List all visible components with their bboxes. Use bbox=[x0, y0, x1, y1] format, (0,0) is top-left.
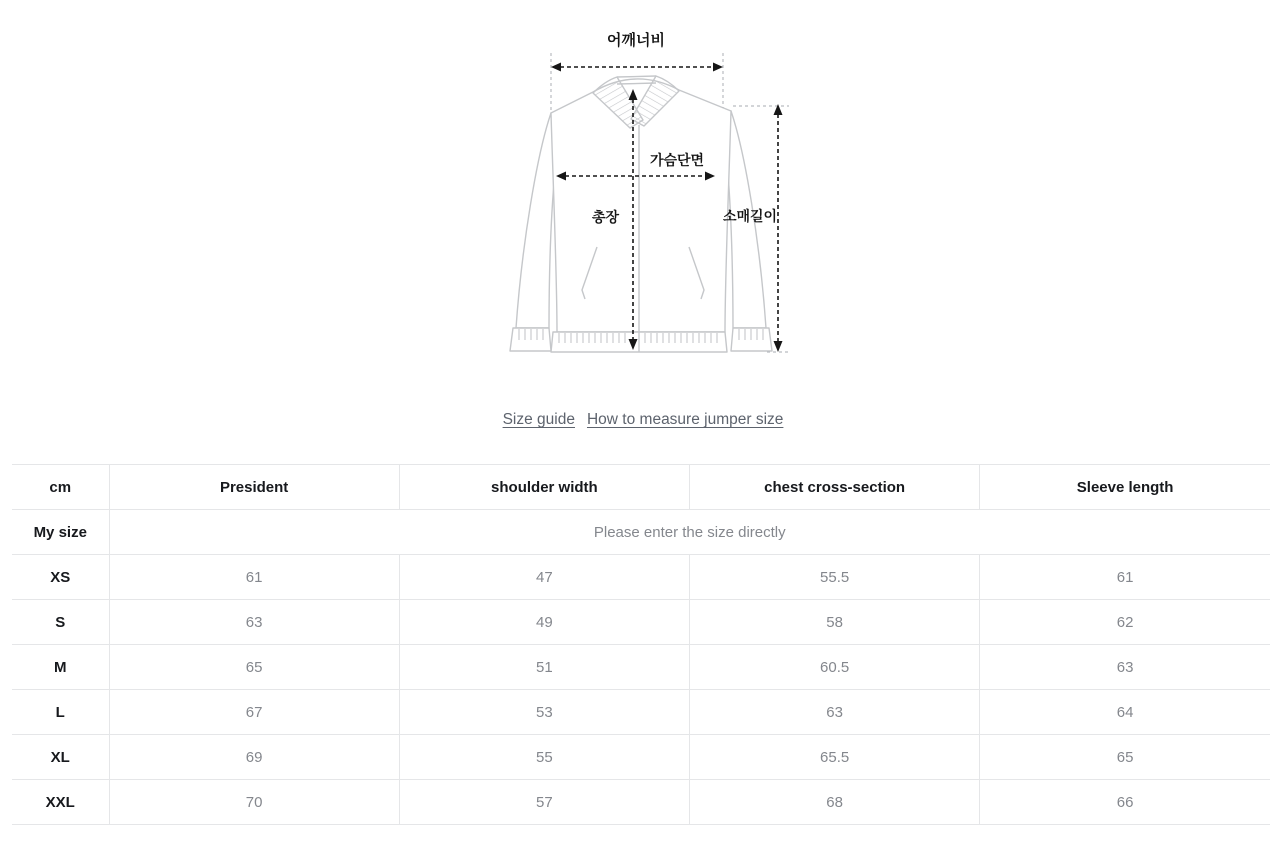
cell-chest-cross-section: 65.5 bbox=[690, 735, 980, 780]
jumper-measurement-diagram bbox=[0, 0, 1286, 364]
jumper-diagram-svg bbox=[493, 22, 793, 364]
cell-shoulder-width: 51 bbox=[399, 645, 689, 690]
how-to-measure-link[interactable]: How to measure jumper size bbox=[586, 411, 784, 428]
my-size-input-cell[interactable]: Please enter the size directly bbox=[109, 510, 1270, 555]
size-label: M bbox=[12, 645, 109, 690]
cell-shoulder-width: 47 bbox=[399, 555, 689, 600]
cell-shoulder-width: 55 bbox=[399, 735, 689, 780]
table-row-xl bbox=[12, 735, 1270, 780]
label-chest-cross-section: 가슴단면 bbox=[649, 152, 705, 168]
label-sleeve-length: 소매길이 bbox=[722, 208, 778, 224]
cell-shoulder-width: 57 bbox=[399, 780, 689, 825]
cell-chest-cross-section: 63 bbox=[690, 690, 980, 735]
cell-total-length: 70 bbox=[109, 780, 399, 825]
cell-shoulder-width: 53 bbox=[399, 690, 689, 735]
table-row-l bbox=[12, 690, 1270, 735]
cell-total-length: 67 bbox=[109, 690, 399, 735]
col-header-sleeve-length: Sleeve length bbox=[980, 465, 1270, 510]
cell-shoulder-width: 49 bbox=[399, 600, 689, 645]
size-guide-link[interactable]: Size guide bbox=[502, 411, 575, 428]
col-header-total-length: President bbox=[109, 465, 399, 510]
my-size-label: My size bbox=[12, 510, 109, 555]
table-row-m bbox=[12, 645, 1270, 690]
size-label: XXL bbox=[12, 780, 109, 825]
cell-chest-cross-section: 68 bbox=[690, 780, 980, 825]
label-total-length: 총장 bbox=[591, 209, 619, 225]
cell-chest-cross-section: 58 bbox=[690, 600, 980, 645]
label-shoulder-width: 어깨너비 bbox=[607, 32, 665, 49]
cell-sleeve-length: 66 bbox=[980, 780, 1270, 825]
cell-sleeve-length: 63 bbox=[980, 645, 1270, 690]
table-row-s bbox=[12, 600, 1270, 645]
cell-total-length: 65 bbox=[109, 645, 399, 690]
col-header-shoulder-width: shoulder width bbox=[399, 465, 689, 510]
cell-total-length: 61 bbox=[109, 555, 399, 600]
size-links-row bbox=[0, 410, 1286, 430]
size-label: XL bbox=[12, 735, 109, 780]
size-table-header-row bbox=[12, 465, 1270, 510]
cell-chest-cross-section: 55.5 bbox=[690, 555, 980, 600]
col-header-unit: cm bbox=[12, 465, 109, 510]
cell-sleeve-length: 65 bbox=[980, 735, 1270, 780]
cell-sleeve-length: 61 bbox=[980, 555, 1270, 600]
cell-sleeve-length: 64 bbox=[980, 690, 1270, 735]
cell-total-length: 63 bbox=[109, 600, 399, 645]
size-label: L bbox=[12, 690, 109, 735]
size-label: S bbox=[12, 600, 109, 645]
size-label: XS bbox=[12, 555, 109, 600]
table-row-xxl bbox=[12, 780, 1270, 825]
size-table bbox=[12, 464, 1270, 825]
table-row-xs bbox=[12, 555, 1270, 600]
cell-sleeve-length: 62 bbox=[980, 600, 1270, 645]
cell-chest-cross-section: 60.5 bbox=[690, 645, 980, 690]
col-header-chest-cross-section: chest cross-section bbox=[690, 465, 980, 510]
my-size-row bbox=[12, 510, 1270, 555]
cell-total-length: 69 bbox=[109, 735, 399, 780]
